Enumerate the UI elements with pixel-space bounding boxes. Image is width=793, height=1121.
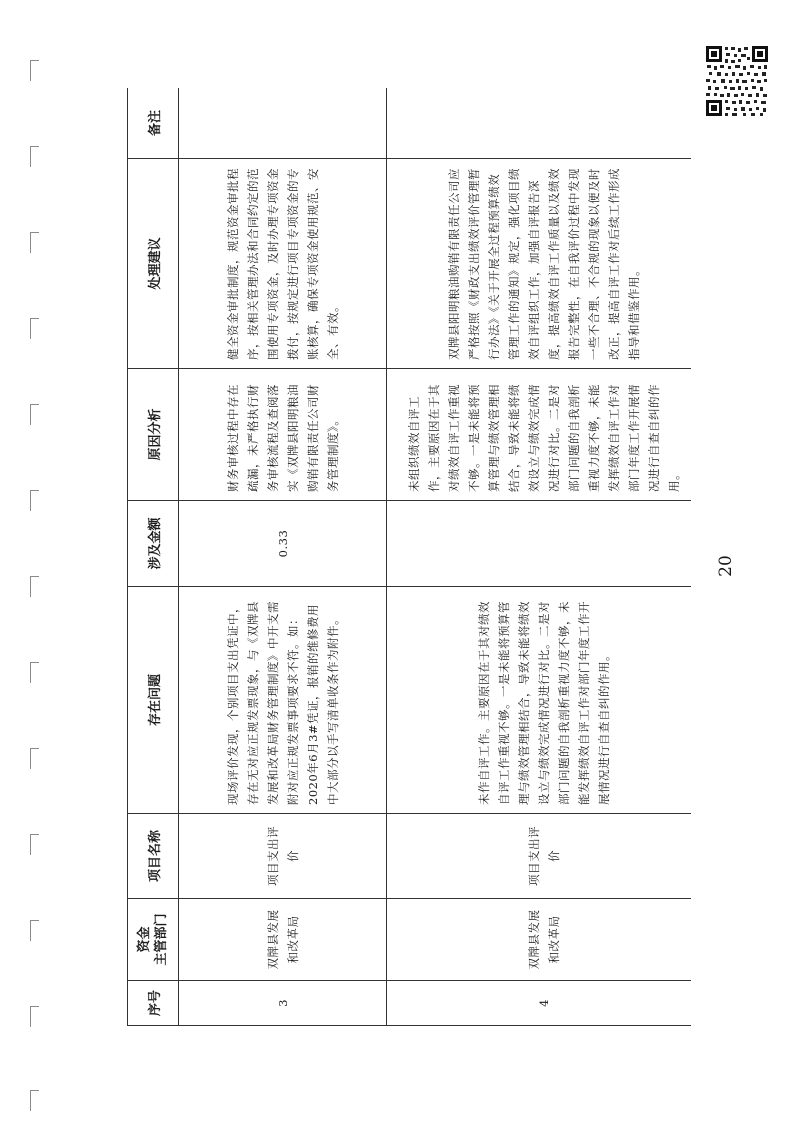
binding-mark (30, 662, 39, 683)
table-row (179, 88, 387, 1026)
binding-mark (30, 318, 39, 339)
binding-mark (30, 1090, 39, 1111)
row-amount (387, 501, 692, 587)
header-amount: 涉及金额 (128, 501, 179, 587)
header-dept-line1: 资金 (137, 926, 152, 953)
row-dept: 双牌县发展和改革局 (179, 899, 387, 981)
binding-mark (30, 834, 39, 855)
row-issue: 未作自评工作。主要原因在于其对绩效自评工作重视不够。一是未能将预算管理与绩效管理相结合，导致未能将绩效设立与绩效完成情况进行对比。二是对部门问题的自我剖析重视力度不够，未能发挥绩效自评工作对部门年度工作开展情况进行自查自纠的作用。 (387, 587, 692, 814)
row-amount: 0.33 (179, 501, 387, 587)
row-seq: 4 (387, 981, 692, 1026)
evaluation-issues-table (127, 88, 691, 1026)
row-dept: 双牌县发展和改革局 (387, 899, 692, 981)
binding-mark (30, 490, 39, 511)
binding-mark (30, 748, 39, 769)
page-number: 20 (716, 555, 736, 577)
row-suggestion: 健全资金审批制度，规范资金审批程序，按相关管理办法和合同约定的范围使用专项资金，及时办理专项资金拨付，按规定进行项目专项资金的专账核算，确保专项资金使用规范、安全、有效。 (179, 159, 387, 369)
row-project: 项目支出评价 (179, 814, 387, 899)
table-header-row (128, 88, 179, 1026)
header-dept-line2: 主管部门 (154, 913, 169, 966)
binding-mark (30, 1006, 39, 1027)
binding-mark (30, 920, 39, 941)
header-suggestion: 处理建议 (128, 159, 179, 369)
header-issue: 存在问题 (128, 587, 179, 814)
binding-mark (30, 60, 39, 81)
header-project: 项目名称 (128, 814, 179, 899)
row-remark (387, 88, 692, 159)
row-seq: 3 (179, 981, 387, 1026)
header-remark: 备注 (128, 88, 179, 159)
binding-mark (30, 404, 39, 425)
header-dept (128, 899, 179, 981)
binding-mark (30, 232, 39, 253)
row-project: 项目支出评价 (387, 814, 692, 899)
binding-margin (30, 0, 42, 1121)
row-cause: 财务审核过程中存在疏漏，未严格执行财务审核流程及查阅落实《双牌县阳明粮油购销有限责任公司财务管理制度》。 (179, 369, 387, 501)
row-issue: 现场评价发现，个别项目支出凭证中，存在无对应正规发票现象，与《双牌县发展和改革局财务管理制度》中开支需附对应正规发票事项要求不符。如：2020年6月3#凭证，报销的维修费用中大部分以手写清单收条作为附件。 (179, 587, 387, 814)
header-cause: 原因分析 (128, 369, 179, 501)
table-row (387, 88, 692, 1026)
qr-code-icon (705, 45, 769, 117)
binding-mark (30, 146, 39, 167)
header-seq: 序号 (128, 981, 179, 1026)
binding-mark (30, 576, 39, 597)
row-suggestion: 双牌县阳明粮油购销有限责任公司应严格按照《财政支出绩效评价管理暂行办法》《关于开展全过程预算绩效管理工作的通知》规定，强化项目绩效自评组织工作，加强自评报告深度，提高绩效自评工作质量以及绩效报告完整性，在自我评价过程中发现一些不合理、不合规的现象以便及时改正，提高自评工作对后续工作形成指导和借鉴作用。 (387, 159, 692, 369)
rotated-table-frame (127, 88, 691, 1026)
row-cause: 未组织绩效自评工作，主要原因在于其对绩效自评工作重视不够。一是未能将预算管理与绩效管理相结合，导致未能将绩效设立与绩效完成情况进行对比。二是对部门问题的自我剖析重视力度不够，未能发挥绩效自评工作对部门年度工作开展情况进行自查自纠的作用。 (387, 369, 692, 501)
row-remark (179, 88, 387, 159)
rotated-table-canvas (127, 88, 691, 1026)
